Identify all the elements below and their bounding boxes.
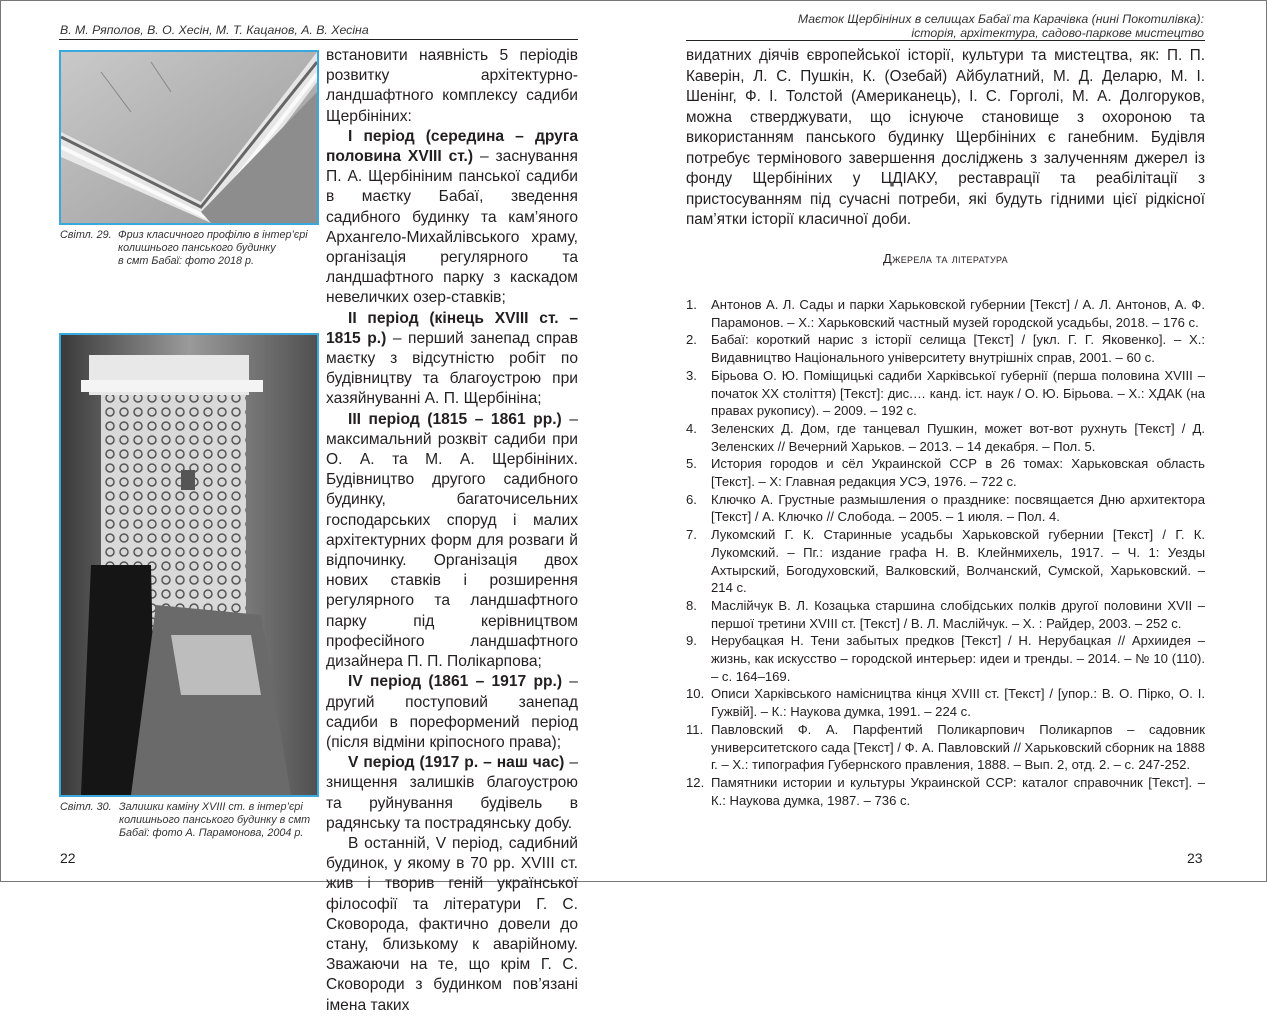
running-head-line: історія, архітектура, садово-паркове мистецтво [911, 26, 1204, 40]
reference-text: Нерубацкая Н. Тени забытых предков [Текст] / Н. Нерубацкая // Архиидея – жизнь, как искусство – городской интерьер: идеи и тренды. – 2014. – № 10 (110). – с. 164–169. [711, 633, 1205, 684]
reference-number: 9. [686, 633, 697, 649]
period-heading: IV період (1861 – 1917 рр.) [348, 673, 563, 691]
photo-fireplace-remains [59, 333, 319, 797]
reference-item [686, 685, 1205, 720]
reference-number: 11. [686, 721, 704, 737]
paragraph-period-2 [326, 309, 578, 410]
photo-caption-29 [60, 229, 320, 268]
reference-item [686, 491, 1205, 526]
reference-text: Бабаї: короткий нарис з історії селища [Текст] / [укл. Г. Г. Яковенко]. – Х.: Видавництво Національного університету внутрішніх справ, 2001. – 60 с. [711, 332, 1205, 366]
caption-line: колишнього панського будинку [118, 242, 276, 254]
paragraph-period-3 [326, 410, 578, 673]
reference-number: 6. [686, 491, 697, 507]
reference-item [686, 331, 1205, 366]
running-head-title [798, 12, 1204, 40]
paragraph-text: – знищення залишків благоустрою та руйнування будівель в радянську та пострадянську добу. [326, 754, 578, 832]
period-heading: II період (кінець XVIII ст. – 1815 р.) [326, 309, 578, 347]
header-rule-left [59, 39, 578, 40]
period-heading: I період (середина – друга половина XVIII ст.) [326, 127, 578, 166]
references-list [686, 296, 1205, 809]
reference-text: Павловский Ф. А. Парфентий Поликарпович Поликарпов – садовник университетского сада [Текст] / Ф. А. Павловский // Харьковский сборник на 1888 г. – Х.: типография Губернского правления, 1888. – Вып. 2, отд. 2. – с. 247-252. [711, 721, 1205, 773]
photo-caption-30 [60, 801, 325, 840]
running-head-authors: В. М. Ряполов, В. О. Хесін, М. Т. Кацанов, А. В. Хесіна [60, 23, 369, 37]
reference-text: История городов и сёл Украинской ССР в 26 томах: Харьковская область [Текст]. – Х: Главная редакция УСЭ, 1976. – 722 с. [711, 456, 1205, 490]
reference-number: 12. [686, 774, 705, 790]
reference-item [686, 721, 1205, 774]
caption-line: Залишки каміну XVIII ст. в інтер’єрі [119, 801, 303, 813]
reference-item [686, 632, 1205, 685]
paragraph-text: – заснування П. А. Щербініним панської садиби в маєтку Бабаї, зведення садибного будинку та кам’яного Архангело-Михайлівського храму, організація регулярного та ландшафтного парку з каскадом невеличких озер-ставків; [326, 148, 578, 307]
reference-number: 5. [686, 456, 697, 472]
page-number-right: 23 [1187, 850, 1203, 866]
paragraph-text: В останній, V період, садибний будинок, у якому в 70 рр. XVIII ст. жив і творив геній української філософії та літератури Г. С. Сковорода, фактично довели до стану, близькому к аварійному. Зважаючи на те, що крім Г. С. Сковороди з будинком пов’язані імена таких [326, 834, 578, 1014]
caption-line: колишнього панського будинку в смт [119, 814, 311, 826]
paragraph-period-5 [326, 753, 578, 834]
caption-line: в смт Бабаї: фото 2018 р. [118, 255, 254, 267]
reference-text: Описи Харківського намісництва кінця XVIII ст. [Текст] / [упор.: В. О. Пірко, О. І. Гужвій]. – К.: Наукова думка, 1991. – 224 с. [711, 686, 1205, 720]
reference-item [686, 296, 1205, 331]
reference-number: 8. [686, 597, 697, 613]
caption-line: Фриз класичного профілю в інтер’єрі [118, 229, 308, 241]
page-number-left: 22 [60, 850, 76, 866]
reference-number: 4. [686, 420, 697, 436]
reference-item [686, 526, 1205, 597]
reference-text: Памятники истории и культуры Украинской ССР: каталог справочник [Текст]. – К.: Наукова думка, 1987. – 736 с. [711, 774, 1205, 808]
caption-number: Світл. 29. [60, 229, 112, 241]
reference-text: Маслійчук В. Л. Козацька старшина слобідських полків другої половини XVII – першої третини XVIII ст. [Текст] / В. Л. Маслійчук. – Х. : Райдер, 2003. – 252 с. [711, 597, 1205, 631]
photo-ceiling-frieze [59, 50, 319, 225]
reference-number: 1. [686, 297, 697, 312]
paragraph-text: – максимальний розквіт садиби при О. А. та М. А. Щербініних. Будівництво другого садибного будинку, багаточисельних господарських споруд і малих архітектурних форм для розваги й відпочинку. Організація двох нових ставків і розширення регулярного та ландшафтного парку під керівництвом професійного ландшафтного дизайнера П. П. Полікарпова; [326, 410, 578, 671]
reference-text: Зеленских Д. Дом, где танцевал Пушкин, может вот-вот рухнуть [Текст] / Д. Зеленских // Вечерний Харьков. – 2013. – 14 декабря. – Пол. 5. [711, 420, 1205, 454]
reference-item [686, 774, 1205, 809]
reference-number: 3. [686, 367, 697, 383]
reference-number: 7. [686, 527, 697, 543]
paragraph [326, 46, 578, 127]
paragraph-text: – перший занепад справ маєтку з відсутністю робіт по будівництву та благоустрою при хазяйнуванні А. П. Щербініна; [326, 329, 578, 408]
section-title-sources: Джерела та література [883, 251, 1008, 266]
reference-text: Ключко А. Грустные размышления о празднике: посвящается Дню архитектора [Текст] / А. Ключко // Слобода. – 2005. – 1 июля. – Пол. 4. [711, 491, 1205, 525]
caption-number: Світл. 30. [60, 801, 112, 813]
paragraph-text: – другий поступовий занепад садиби в пореформений період (після відміни кріпосного права); [326, 673, 578, 751]
reference-item [686, 420, 1205, 455]
paragraph-period-4 [326, 672, 578, 753]
reference-number: 10. [686, 686, 705, 702]
left-body-text [326, 46, 578, 1016]
running-head-line: Маєток Щербініних в селищах Бабаї та Карачівка (нині Покотилівка): [797, 12, 1204, 26]
paragraph-text: встановити наявність 5 періодів розвитку архітектурно-ландшафтного комплексу садиби Щербініних: [326, 47, 578, 125]
paragraph: видатних діячів європейської історії, культури та мистецтва, як: П. П. Каверін, Л. С. Пушкін, К. (Озебай) Айбулатний, М. Д. Деларю, М. І. Шенінг, Ф. І. Толстой (Американець), І. С. Горголі, М. А. Долгоруков, можна стверджувати, що існуюче становище з охороною та використанням панського будинку Щербініних є ганебним. Будівля потребує термінового завершення досліджень з залученням джерел із фонду Щербініних у ЦДІАКУ, реставрації та реабілітації з пристосуванням під сучасні потреби, які будуть гідними цієї рідкісної пам’ятки історії класичної доби. [686, 47, 1205, 228]
caption-line: Бабаї: фото А. Парамонова, 2004 р. [119, 827, 304, 839]
reference-item [686, 367, 1205, 420]
header-rule-right [686, 40, 1205, 41]
right-body-text [686, 46, 1205, 231]
fireplace-image [61, 335, 317, 795]
reference-item [686, 597, 1205, 632]
period-heading: III період (1815 – 1861 рр.) [348, 410, 562, 428]
reference-text: Антонов А. Л. Сады и парки Харьковской губернии [Текст] / А. Л. Антонов, А. Ф. Парамонов. – Х.: Харьковский частный музей городской усадьбы, 2018. – 176 с. [711, 297, 1205, 330]
reference-text: Бірьова О. Ю. Поміщицькі садиби Харківської губернії (перша половина XVIII – початок XX століття) [Текст]: дис.… канд. іст. наук / О. Ю. Бірьова. – Х.: ХДАК (на правах рукопису). – 2009. – 192 с. [711, 367, 1205, 419]
paragraph [326, 834, 578, 1016]
ceiling-frieze-image [61, 52, 317, 223]
reference-item [686, 455, 1205, 490]
period-heading: V період (1917 р. – наш час) [348, 754, 565, 772]
reference-number: 2. [686, 332, 697, 348]
reference-text: Лукомский Г. К. Старинные усадьбы Харьковской губернии [Текст] / Г. К. Лукомский. – Пг.: издание графа Н. В. Клейнмихель, 1917. – Ч. 1: Уезды Ахтырский, Богодуховский, Валковский, Волчанский, Сумской, Харьковский. – 214 с. [711, 527, 1205, 596]
paragraph-period-1 [326, 127, 578, 309]
